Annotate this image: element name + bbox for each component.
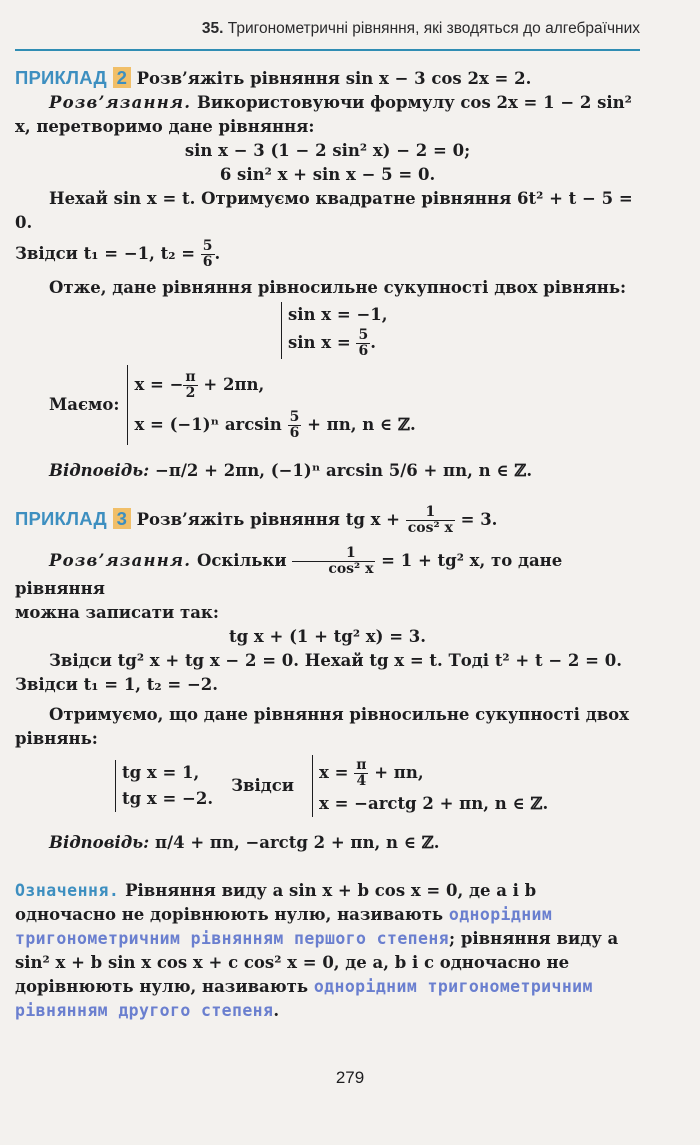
system-2 [15, 755, 640, 817]
solution-label: Розв’язання. [49, 93, 192, 112]
system-eq: tg x = −2. [122, 789, 214, 808]
solution-a-suffix: + πn, [374, 763, 424, 782]
example-number: 2 [113, 67, 131, 88]
frac-num: 1 [292, 546, 375, 562]
solution-paragraph [15, 546, 640, 601]
frac-num: 5 [202, 238, 213, 254]
page-content [15, 58, 640, 1023]
example-label: ПРИКЛАД [15, 67, 107, 88]
example-task: Розв’яжіть рівняння sin x − 3 cos 2x = 2. [136, 69, 532, 88]
example-task-suffix: = 3. [460, 510, 498, 529]
solution-paragraph [15, 91, 640, 139]
system-eq: tg x = 1, [122, 763, 200, 782]
frac-num: 5 [289, 409, 300, 425]
solution-b-prefix: x = (−1)ⁿ arcsin [134, 415, 282, 434]
fraction [288, 410, 302, 441]
answer-text: π/4 + πn, −arctg 2 + πn, n ∈ ℤ. [155, 833, 440, 852]
solutions-block [15, 365, 640, 445]
example-3-heading [15, 505, 640, 536]
equation: 6 sin² x + sin x − 5 = 0. [219, 165, 436, 184]
frac-den: cos² x [407, 520, 453, 536]
answer-line [15, 831, 640, 855]
solution-text: Оскільки [196, 551, 287, 570]
definition-term: однорідним тригонометричним рівнянням першого степеня [15, 905, 553, 948]
equivalence-text: Отримуємо, що дане рівняння рівносильне сукупності двох рівнянь: [15, 705, 629, 748]
example-2-heading [15, 66, 640, 91]
fraction [356, 328, 370, 359]
fraction [292, 546, 375, 577]
frac-num: 1 [406, 505, 455, 521]
example-task: Розв’яжіть рівняння tg x + [136, 510, 401, 529]
answer-text: −π/2 + 2πn, [155, 461, 266, 480]
definition-text: . [273, 1001, 280, 1020]
example-label: ПРИКЛАД [15, 508, 107, 529]
equation: sin x − 3 (1 − 2 sin² x) − 2 = 0; [184, 141, 471, 160]
definition-text: Рівняння виду a sin x + b cos x = 0, де a і b одночасно не дорівнюють нулю, називають [15, 881, 537, 924]
definition-term: однорідним тригонометричним рівнянням другого степеня [15, 977, 593, 1020]
example-number: 3 [113, 508, 131, 529]
roots-line: Звідси t₁ = −1, t₂ = $\frac{5}{6}$ . [15, 238, 221, 270]
fraction [183, 370, 197, 401]
frac-den: 6 [358, 343, 369, 359]
solution-b [134, 405, 415, 445]
definition-label: Означення. [15, 881, 120, 900]
solutions-bracket [127, 365, 415, 445]
section-title: Тригонометричні рівняння, які зводяться до алгебраїчних [227, 20, 640, 37]
frac-num: π [356, 757, 367, 773]
solution-text: Використовуючи формулу cos 2x = 1 − 2 sin² x, перетворимо дане рівняння: [15, 93, 632, 136]
solution-a [319, 755, 548, 791]
equation: tg x + (1 + tg² x) = 3. [229, 627, 426, 646]
system-bracket [115, 760, 213, 812]
frac-num: π [185, 369, 196, 385]
frac-den: cos² x [328, 561, 374, 577]
header-divider [15, 49, 640, 51]
solution-b-suffix: + πn, n ∈ ℤ. [307, 415, 416, 434]
zvidsy-label: Звідси [231, 776, 295, 795]
solutions-bracket [312, 755, 548, 817]
substitution-text: Звідси tg² x + tg x − 2 = 0. Нехай tg x = t. Тоді t² + t − 2 = 0. [49, 651, 622, 670]
solution-a-suffix: + 2πn, [203, 375, 265, 394]
system-eq: sin x = −1, [288, 305, 388, 324]
definition-text: ; рівняння виду a sin² x + b sin x cos x + c cos² x = 0, де a, b і c одночасно не дорівнюють нулю, називають [15, 929, 619, 996]
system-bracket [281, 302, 388, 359]
fraction [201, 239, 215, 270]
solution-a [134, 365, 415, 405]
equivalence-text: Отже, дане рівняння рівносильне сукупності двох рівнянь: [49, 278, 627, 297]
frac-num: 5 [358, 327, 369, 343]
system-eq: sin x = $\frac{5}{6}$ . [288, 327, 376, 359]
page-number: 279 [335, 1068, 365, 1087]
answer-line [15, 459, 640, 483]
roots-line: Звідси t₁ = 1, t₂ = −2. [15, 675, 219, 694]
solution-a-prefix: x = − [134, 375, 184, 394]
solution-b: x = −arctg 2 + πn, n ∈ ℤ. [319, 794, 549, 813]
definition [15, 879, 640, 1023]
frac-den: 4 [356, 773, 367, 789]
solution-text: можна записати так: [15, 603, 219, 622]
frac-den: 6 [202, 254, 213, 270]
page-header [0, 20, 640, 38]
system-1 [15, 302, 640, 359]
section-number: 35. [201, 20, 224, 37]
answer-label: Відповідь: [49, 461, 150, 480]
frac-den: 6 [289, 425, 300, 441]
roots-text: Звідси t₁ = −1, t₂ = [15, 244, 196, 263]
answer-text: (−1)ⁿ arcsin 5/6 + πn, n ∈ ℤ. [270, 461, 533, 480]
solution-text: = 1 + tg² x, то дане рівняння [15, 551, 563, 598]
maemo-label: Маємо: [49, 395, 120, 414]
solution-a-prefix: x = [319, 763, 349, 782]
fraction [406, 505, 455, 536]
system-eq-text: sin x = [288, 333, 351, 352]
solution-label: Розв’язання. [49, 551, 192, 570]
frac-den: 2 [185, 385, 196, 401]
answer-label: Відповідь: [49, 833, 150, 852]
substitution-text: Нехай sin x = t. Отримуємо квадратне рівняння 6t² + t − 5 = 0. [15, 189, 633, 232]
fraction [354, 758, 368, 789]
